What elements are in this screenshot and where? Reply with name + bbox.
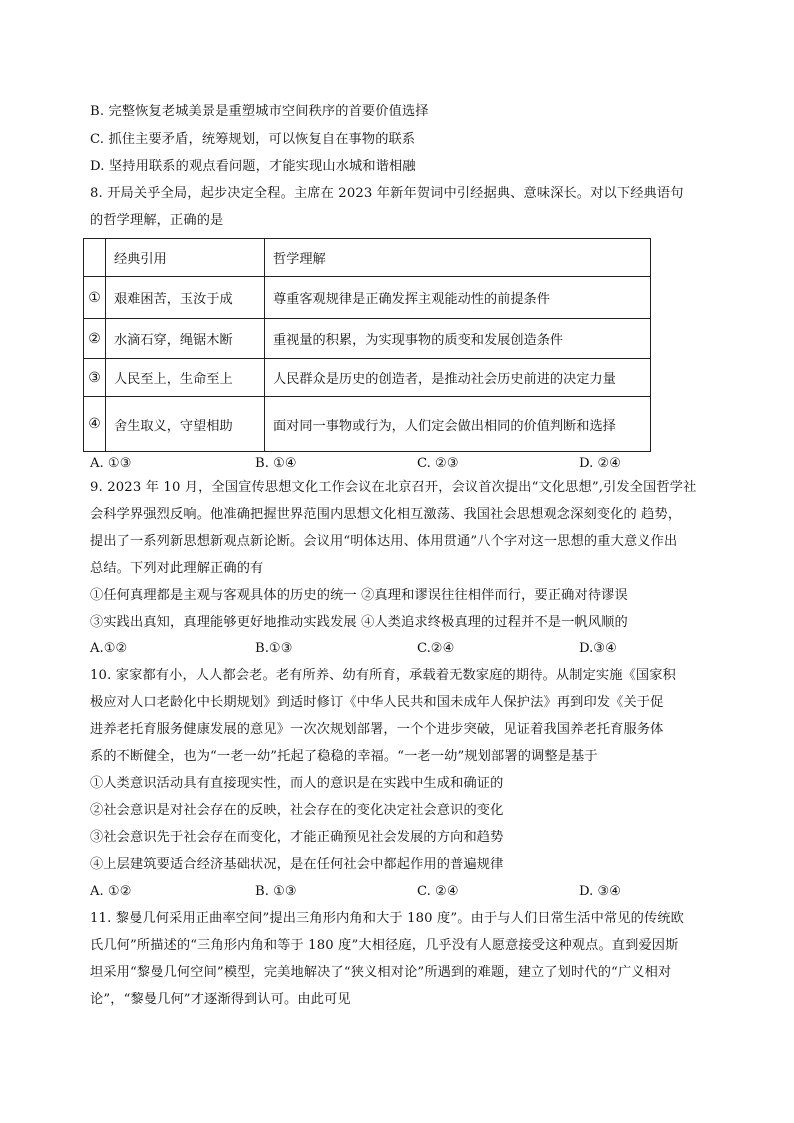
table-row (84, 319, 651, 359)
q10-stem-line-3: 进养老托育服务健康发展的意见》一次次规划部署，一个个进步突破，见证着我国养老托育服务体 (90, 722, 664, 737)
option-d-prev-question: D. 坚持用联系的观点看问题，才能实现山水城和谐相融 (90, 159, 416, 174)
q10-option-c[interactable]: C. ②④ (417, 884, 459, 899)
table-row (84, 359, 651, 397)
table-header-cell: 哲学理解 (265, 239, 651, 277)
q9-option-a[interactable]: A.①② (90, 641, 128, 656)
q10-stem-line-2: 极应对人口老龄化中长期规划》到适时修订《中华人民共和国未成年人保护法》再到印发《关于促 (90, 695, 664, 710)
q10-statement-3: ③社会意识先于社会存在而变化，才能正确预见社会发展的方向和趋势 (90, 830, 504, 845)
table-header-row (84, 239, 651, 277)
table-row (84, 277, 651, 319)
q9-statements-3-4: ③实践出真知，真理能够更好地推动实践发展 ④人类追求终极真理的过程并不是一帆风顺的 (90, 615, 628, 630)
row-number: ③ (84, 359, 106, 397)
row-number: ① (84, 277, 106, 319)
q10-option-b[interactable]: B. ①③ (255, 884, 297, 899)
q9-stem-line-1: 9. 2023 年 10 月，全国宣传思想文化工作会议在北京召开，会议首次提出“文化思想”,引发全国哲学社 (90, 480, 697, 495)
q9-option-b[interactable]: B.①③ (255, 641, 293, 656)
q11-stem-line-2: 氏几何”所描述的“三角形内角和等于 180 度”大相径庭，几乎没有人愿意接受这种观点。直到爱因斯 (90, 938, 679, 953)
q11-stem-line-3: 坦采用“黎曼几何空间”模型，完美地解决了“狭义相对论”所遇到的难题，建立了划时代的“广义相对 (90, 965, 672, 980)
q9-stem-line-4: 总结。下列对此理解正确的有 (90, 561, 264, 576)
classic-quote: 水滴石穿，绳锯木断 (106, 319, 265, 359)
classic-quote: 艰难困苦，玉汝于成 (106, 277, 265, 319)
q9-statements-1-2: ①任何真理都是主观与客观具体的历史的统一 ②真理和谬误往往相伴而行，要正确对待谬误 (90, 588, 628, 603)
q9-option-d[interactable]: D.③④ (579, 641, 617, 656)
q8-stem-line-2: 的哲学理解，正确的是 (90, 213, 224, 228)
q10-statement-2: ②社会意识是对社会存在的反映，社会存在的变化决定社会意识的变化 (90, 803, 504, 818)
q10-statement-1: ①人类意识活动具有直接现实性，而人的意识是在实践中生成和确证的 (90, 776, 504, 791)
row-number: ④ (84, 397, 106, 452)
q10-stem-line-4: 系的不断健全，也为“一老一幼”托起了稳稳的幸福。“一老一幼”规划部署的调整是基于 (90, 749, 598, 764)
option-b-prev-question: B. 完整恢复老城美景是重塑城市空间秩序的首要价值选择 (90, 104, 429, 119)
classic-quote: 人民至上，生命至上 (106, 359, 265, 397)
philosophical-understanding: 人民群众是历史的创造者，是推动社会历史前进的决定力量 (265, 359, 651, 397)
q8-option-c[interactable]: C. ②③ (417, 456, 459, 471)
q9-stem-line-3: 提出了一系列新思想新观点新论断。会议用“明体达用、体用贯通”八个字对这一思想的重大意义作出 (90, 534, 678, 549)
q10-stem-line-1: 10. 家家都有小，人人都会老。老有所养、幼有所育，承载着无数家庭的期待。从制定实施《国家积 (90, 668, 676, 683)
q8-option-b[interactable]: B. ①④ (255, 456, 297, 471)
table-row (84, 397, 651, 452)
philosophical-understanding: 面对同一事物或行为，人们定会做出相同的价值判断和选择 (265, 397, 651, 452)
q8-option-a[interactable]: A. ①③ (90, 456, 132, 471)
philosophical-understanding: 尊重客观规律是正确发挥主观能动性的前提条件 (265, 277, 651, 319)
q10-option-d[interactable]: D. ③④ (579, 884, 622, 899)
q10-statement-4: ④上层建筑要适合经济基础状况，是在任何社会中都起作用的普遍规律 (90, 857, 504, 872)
q11-stem-line-4: 论”，“黎曼几何”才逐渐得到认可。由此可见 (90, 992, 351, 1007)
q10-option-a[interactable]: A. ①② (90, 884, 132, 899)
q9-stem-line-2: 会科学界强烈反响。他准确把握世界范围内思想文化相互激荡、我国社会思想观念深刻变化的 趋势， (90, 507, 682, 522)
q8-option-d[interactable]: D. ②④ (579, 456, 622, 471)
q11-stem-line-1: 11. 黎曼几何采用正曲率空间”提出三角形内角和大于 180 度”。由于与人们日常生活中常见的传统欧 (90, 911, 685, 926)
q9-option-c[interactable]: C.②④ (417, 641, 455, 656)
table-header-cell (84, 239, 106, 277)
classic-quote: 舍生取义，守望相助 (106, 397, 265, 452)
q8-quote-table (83, 238, 651, 452)
philosophical-understanding: 重视量的积累，为实现事物的质变和发展创造条件 (265, 319, 651, 359)
q8-stem-line-1: 8. 开局关乎全局，起步决定全程。主席在 2023 年新年贺词中引经据典、意味深长。对以下经典语句 (90, 186, 684, 201)
row-number: ② (84, 319, 106, 359)
table-header-cell: 经典引用 (106, 239, 265, 277)
option-c-prev-question: C. 抓住主要矛盾，统筹规划，可以恢复自在事物的联系 (90, 132, 416, 147)
